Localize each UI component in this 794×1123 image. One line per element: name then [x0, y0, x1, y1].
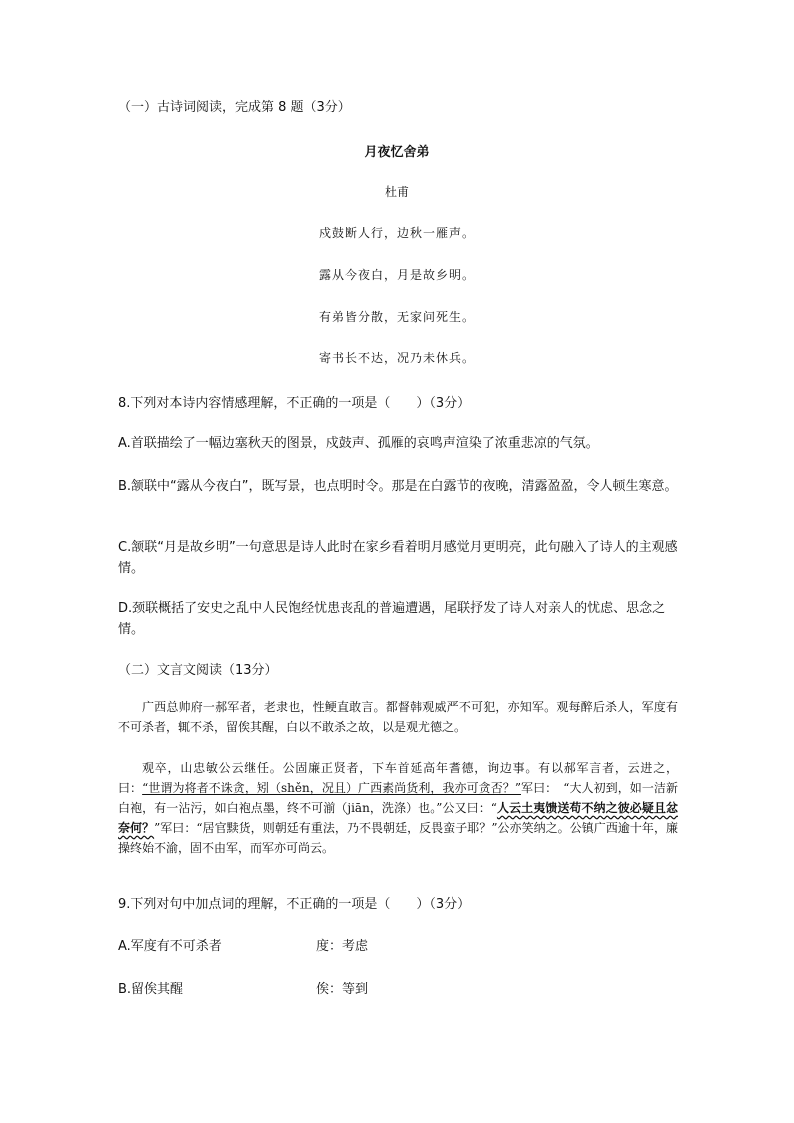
question-8-option-a: A.首联描绘了一幅边塞秋天的图景，戍鼓声、孤雁的哀鸣声渲染了浓重悲凉的气氛。: [118, 436, 599, 451]
question-9-stem: 9.下列对句中加点词的理解，不正确的一项是（ ）（3分）: [118, 897, 471, 912]
poem-line-1: 戍鼓断人行，边秋一雁声。: [318, 226, 475, 240]
question-9-item-a-phrase: A.军度有不可杀者: [118, 939, 222, 954]
poem-title: 月夜忆舍弟: [364, 145, 430, 160]
question-8-option-c: C.颔联“月是故乡明”一句意思是诗人此时在家乡看着明月感觉月更明亮，此句融入了诗人的主观感情。: [118, 540, 678, 576]
passage-p2-part-b: 军曰： “大人初到，如一洁新白袍，有一沾污，如白袍点墨，终不可湔（jiān，洗涤）也。”公又曰：“: [118, 781, 678, 815]
passage-paragraph-1: [118, 697, 678, 737]
question-8-option-b: B.颔联中“露从今夜白”，既写景，也点明时令。那是在白露节的夜晚，清露盈盈，令人顿生寒意。: [118, 479, 678, 494]
passage-p2-part-c: ”军曰：“居官黩货，则朝廷有重法，乃不畏朝廷，反畏蛮子耶？”公亦笑纳之。公镇广西逾十年，廉操终始不渝，固不由军，而军亦可尚云。: [118, 821, 678, 855]
passage-p2-text: [118, 758, 678, 858]
poem-line-4: 寄书长不达，况乃未休兵。: [318, 351, 475, 365]
section1-heading: （一）古诗词阅读，完成第 8 题（3分）: [118, 100, 351, 115]
poem-line-2: 露从今夜白，月是故乡明。: [318, 268, 475, 282]
question-9-item-b-gloss: 俟：等到: [316, 982, 369, 997]
question-8-option-d: D.颈联概括了安史之乱中人民饱经忧患丧乱的普遍遭遇，尾联抒发了诗人对亲人的忧虑、思念之情。: [118, 601, 666, 637]
section2-heading: （二）文言文阅读（13分）: [118, 663, 278, 678]
question-9-item-a-gloss: 度：考虑: [316, 939, 369, 954]
poem-author: 杜甫: [384, 185, 409, 199]
passage-paragraph-2: [118, 758, 678, 858]
poem-line-3: 有弟皆分散，无家问死生。: [318, 310, 475, 324]
question-9-item-b-phrase: B.留俟其醒: [118, 982, 184, 997]
question-8-stem: 8.下列对本诗内容情感理解，不正确的一项是（ ）（3分）: [118, 396, 471, 411]
passage-p1-text: 广西总帅府一郝军者，老隶也，性鲠直敢言。都督韩观威严不可犯，亦知军。观每醉后杀人，军度有不可杀者，辄不杀，留俟其醒，白以不敢杀之故，以是观尤德之。: [118, 700, 678, 734]
passage-p2-part-a: 观卒，山忠敏公云继任。公固廉正贤者，下车首延高年耆德，询边事。有以郝军言者，云进之，曰：: [118, 761, 678, 795]
passage-p2-underlined-sentence: “世谓为将者不诛贪，矧（shěn，况且）广西素尚货利，我亦可贪否？”: [142, 781, 521, 795]
passage-p2-wavy-sentence: 人云土夷馈送苟不纳之彼必疑且忿奈何？: [118, 801, 678, 835]
